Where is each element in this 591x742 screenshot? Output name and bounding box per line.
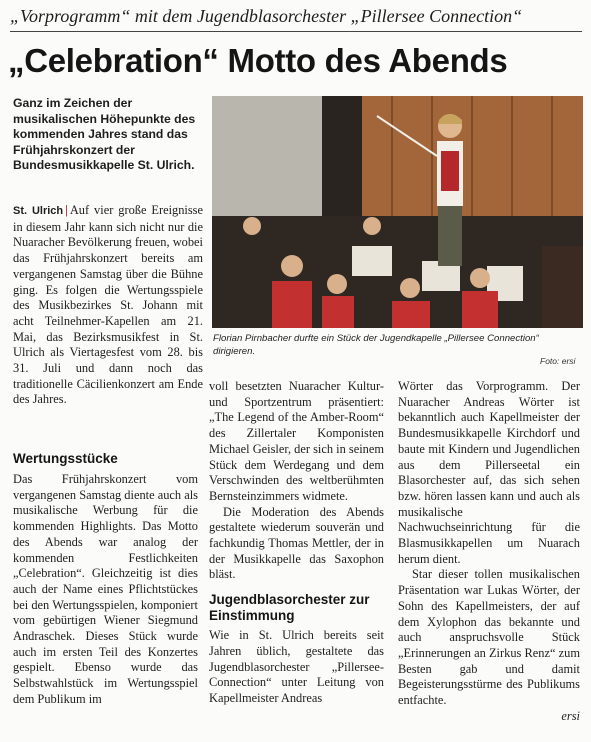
photo-caption: Florian Pirnbacher durfte ein Stück der Jugendkapelle „Pillersee Connection“ dirigieren. <box>213 333 539 357</box>
concert-photo <box>212 96 583 328</box>
paragraph-4: Die Moderation des Abends gestaltete wiederum souverän und fachkundig Thomas Mettler, der in der Musikkapelle das Saxophon bläst. <box>209 504 384 582</box>
paragraph-6: Wörter das Vorprogramm. Der Nuaracher Andreas Wörter ist bekanntlich auch Kapellmeister der Bundesmusikkapelle Kirchdorf und baute mit Kindern und Jugendlichen aus dem Pillerseetal ein Blasorchester auf, das sich sehen bzw. hören lassen kann und auch als musikalische Nachwuchseinrichtung für die Blasmusikkapellen um Nuarach herum dient. <box>398 379 580 566</box>
paragraph-3: voll besetzten Nuaracher Kultur- und Sportzentrum präsentiert: „The Legend of the Amber-Room“ des Zillertaler Komponisten Michael Geisler, der sich in seinem Stück dem Werdegang und dem Verschwinden des weltberühmten Bernsteinzimmers widmete. <box>209 379 384 503</box>
photo-credit: Foto: ersi <box>540 356 576 366</box>
column-3 <box>398 379 580 724</box>
paragraph-1: Auf vier große Ereignisse in diesem Jahr kann sich nicht nur die Nuaracher Bevölkerung freuen, wobei das Frühjahrskonzert bereits am vergangenen Samstag über die Bühne ging. Es folgen die Wertungsspiele des Musikbezirkes St. Johann mit acht Teilnehmer-Kapellen am 21. Mai, das Bezirksmusikfest in St. Ulrich als Viertagesfest vom 28. bis 31. Juli und dann noch das traditionelle Cäcilienkonzert am Ende des Jahres. <box>13 203 203 407</box>
paragraph-7: Star dieser tollen musikalischen Präsentation war Lukas Wörter, der Sohn des Kapellmeisters, der auf dem Xylophon das bekannte und auch anspruchsvolle Stück „Erinnerungen an Zirkus Renz“ zum Besten gab und damit Begeisterungsstürme des Publikums entfachte. <box>398 567 580 708</box>
kicker-line: „Vorprogramm“ mit dem Jugendblasorchester „Pillersee Connection“ <box>10 4 582 32</box>
subhead-wertungsstuecke: Wertungsstücke <box>13 451 118 466</box>
paragraph-2: Das Frühjahrskonzert vom vergangenen Samstag diente auch als musikalische Werbung für die kommenden Highlights. Das Motto des Abends war analog der kommenden Festlichkeiten „Celebration“. Gleichzeitig ist dies auch der Name eines Pflichtstückes bei den Wertungsspielen, komponiert vom gebürtigen Wiener Siegmund Andraschek. Dieses Stück wurde auch im ersten Teil des Konzertes gespielt. Ebenso wurde das Selbstwahlstück im Wertungsspiel dem Publikum im <box>13 472 198 706</box>
concert-photo-illustration <box>212 96 583 328</box>
dateline: St. Ulrich <box>13 205 64 217</box>
column-2 <box>209 379 384 707</box>
lead-paragraph: Ganz im Zeichen der musikalischen Höhepunkte des kommenden Jahres stand das Frühjahrskonzert der Bundesmusikkapelle St. Ulrich. <box>13 96 196 173</box>
dateline-separator: | <box>65 203 68 217</box>
subhead-jugendblasorchester: Jugendblasorchester zur Einstimmung <box>209 592 370 624</box>
paragraph-5: Wie in St. Ulrich bereits seit Jahren üblich, gestaltete das Jugendblasorchester „Pillersee-Connection“ unter Leitung von Kapellmeister Andreas <box>209 628 384 705</box>
author-signature: ersi <box>561 708 580 723</box>
headline: „Celebration“ Motto des Abends <box>8 42 508 79</box>
paragraph-intro <box>13 203 203 408</box>
